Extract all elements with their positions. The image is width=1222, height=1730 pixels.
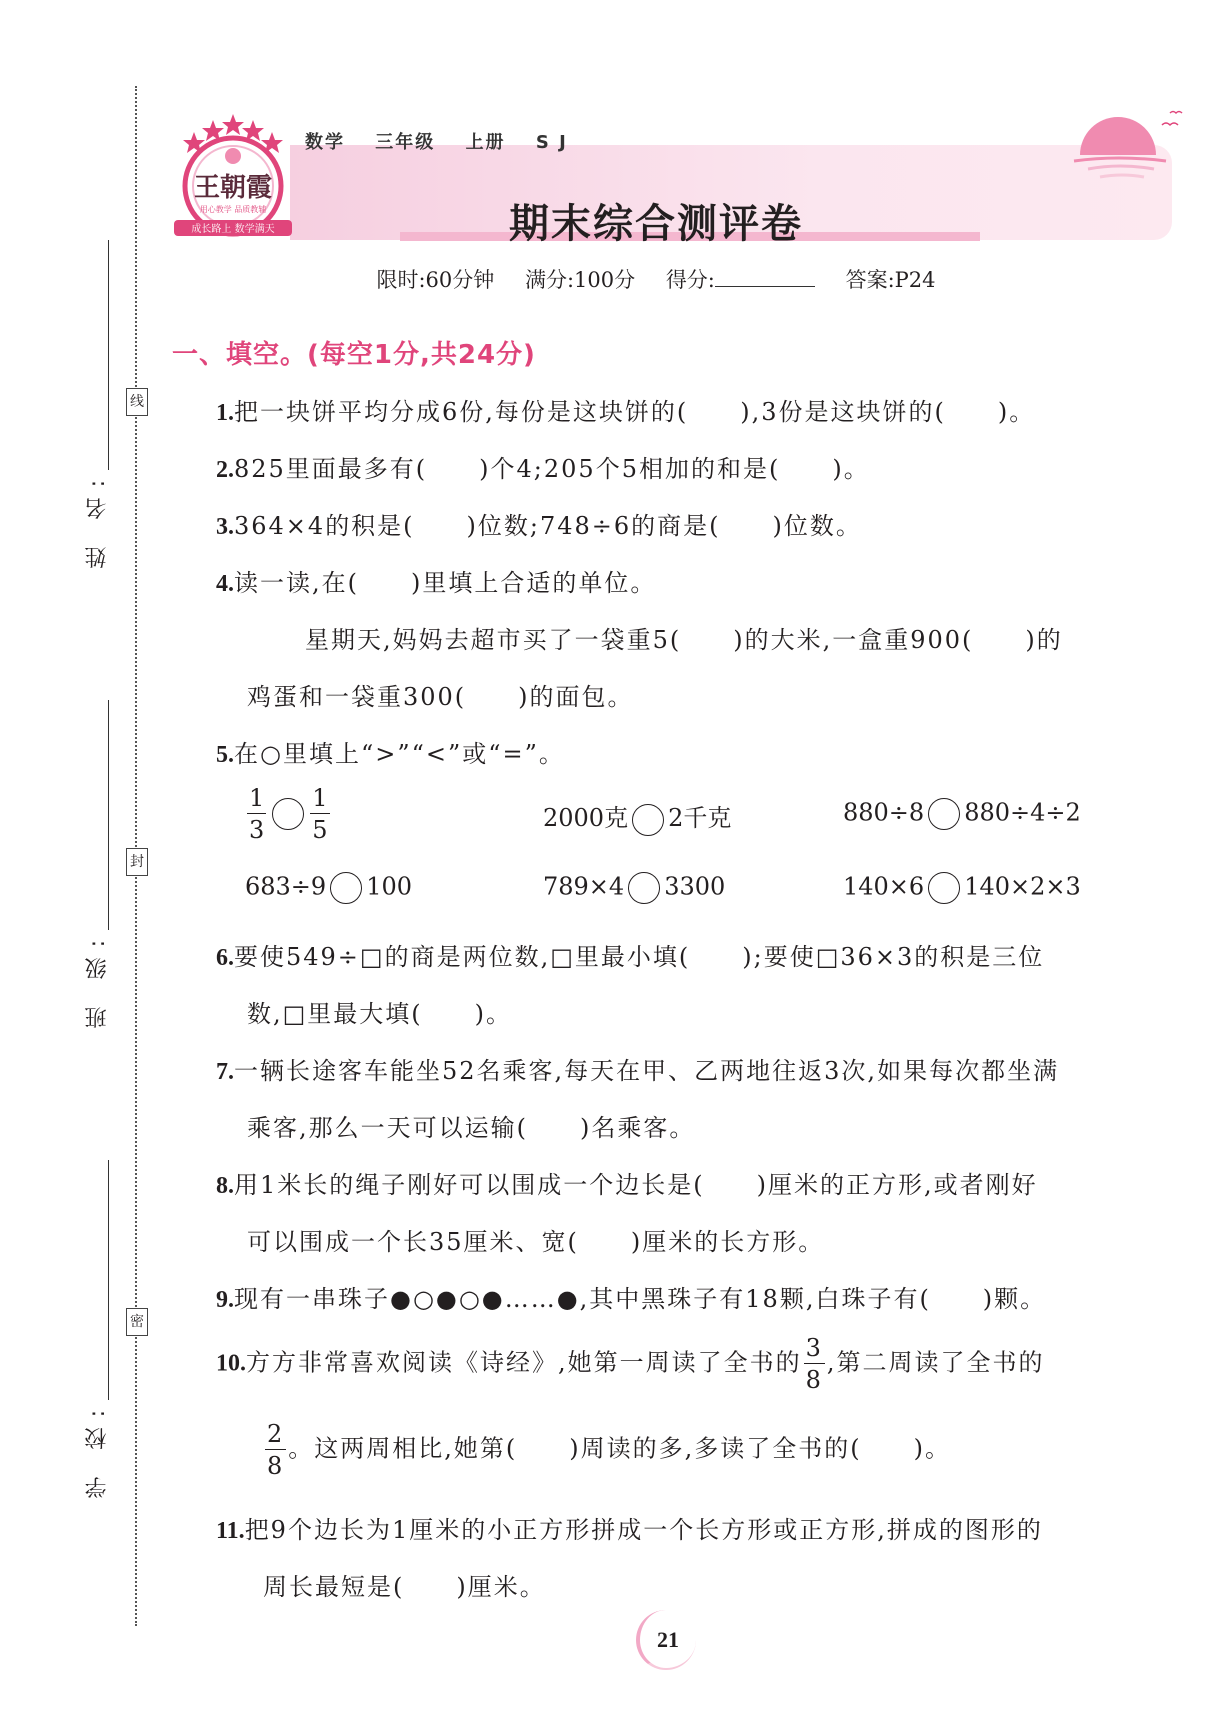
question-11-line-2: 周长最短是( )厘米。 [263,1573,546,1601]
exam-info-line [0,264,1222,294]
question-9: 9.现有一串珠子●○●○●……●,其中黑珠子有18颗,白珠子有( )颗。 [216,1285,1047,1313]
compare-circle[interactable] [632,804,664,836]
compare-circle[interactable] [928,798,960,830]
compare-b: 2000克 2千克 [543,798,731,836]
question-2: 2.825里面最多有( )个4;205个5相加的和是( )。 [216,455,870,483]
compare-f: 140×6 140×2×3 [843,872,1081,904]
question-7: 7.一辆长途客车能坐52名乘客,每天在甲、乙两地往返3次,如果每次都坐满 [216,1057,1060,1085]
fraction-two-eighths: $\frac{2}{8}$ [267,1420,285,1480]
page-title: 期末综合测评卷 [509,201,803,247]
compare-circle[interactable] [628,872,660,904]
question-1: 1.把一块饼平均分成6份,每份是这块饼的( ),3份是这块饼的( )。 [216,398,1036,426]
header-meta [305,128,590,154]
question-4-line-2: 鸡蛋和一袋重300( )的面包。 [247,683,634,711]
question-6: 6.要使549÷□的商是两位数,□里最小填( );要使□36×3的积是三位 [216,943,1045,971]
question-3: 3.364×4的积是( )位数;748÷6的商是( )位数。 [216,512,862,540]
grade-label: 三年级 [375,132,436,153]
class-label: 班 级: [85,930,110,1029]
subject-label: 数学 [305,132,345,153]
seal-line-mark: 线 [126,388,148,416]
school-label: 学 校: [85,1400,110,1499]
compare-circle[interactable] [330,872,362,904]
question-4: 4.读一读,在( )里填上合适的单位。 [216,569,657,597]
question-11: 11.把9个边长为1厘米的小正方形拼成一个长方形或正方形,拼成的图形的 [216,1516,1043,1544]
compare-d: 683÷9 100 [245,872,412,904]
seal-seal-mark: 封 [126,848,148,876]
class-write-line [108,700,109,930]
sunset-decoration-icon [1070,105,1190,195]
question-5: 5.在○里填上“>”“<”或“=”。 [216,740,565,768]
name-label: 姓 名: [85,470,110,569]
fraction-one-fifth: $\frac{1}{5}$ [312,784,328,844]
compare-circle[interactable] [272,798,304,830]
compare-c: 880÷8 880÷4÷2 [843,798,1081,830]
volume-label: 上册 [465,132,506,153]
fraction-three-eighths: $\frac{3}{8}$ [805,1334,823,1394]
score-label: 得分: [665,268,715,292]
school-write-line [108,1160,109,1400]
time-limit: 限时:60分钟 [376,268,495,292]
section-1-heading: 一、填空。(每空1分,共24分) [172,340,536,370]
svg-text:王朝霞: 王朝霞 [193,173,273,203]
question-4-line-1: 星期天,妈妈去超市买了一袋重5( )的大米,一盒重900( )的 [305,626,1063,654]
compare-a [245,786,332,842]
fraction-one-third: $\frac{1}{3}$ [249,784,265,844]
page-number: 21 [657,1627,679,1652]
edition-label: S J [535,132,568,153]
question-7-line-2: 乘客,那么一天可以运输( )名乘客。 [247,1114,696,1142]
full-score: 满分:100分 [524,268,636,292]
question-8-line-2: 可以围成一个长35厘米、宽( )厘米的长方形。 [247,1228,825,1256]
question-6-line-2: 数,□里最大填( )。 [247,1000,513,1028]
svg-text:成长路上 数学满天: 成长路上 数学满天 [191,224,275,235]
question-8: 8.用1米长的绳子刚好可以围成一个边长是( )厘米的正方形,或者刚好 [216,1171,1038,1199]
score-blank[interactable] [715,268,815,287]
answer-ref: 答案:P24 [845,268,936,292]
question-10-line-2: $\frac{2}{8}$ 。这两周相比,她第( )周读的多,多读了全书的( )。 [267,1420,951,1480]
question-10: 10.方方非常喜欢阅读《诗经》,她第一周读了全书的 $\frac{3}{8}$ ,第二周读了全书的 [216,1334,1045,1394]
compare-e: 789×4 3300 [543,872,725,904]
seal-secret-mark: 密 [126,1308,148,1336]
svg-text:用心教学 品质教辅: 用心教学 品质教辅 [199,205,267,214]
compare-circle[interactable] [928,872,960,904]
